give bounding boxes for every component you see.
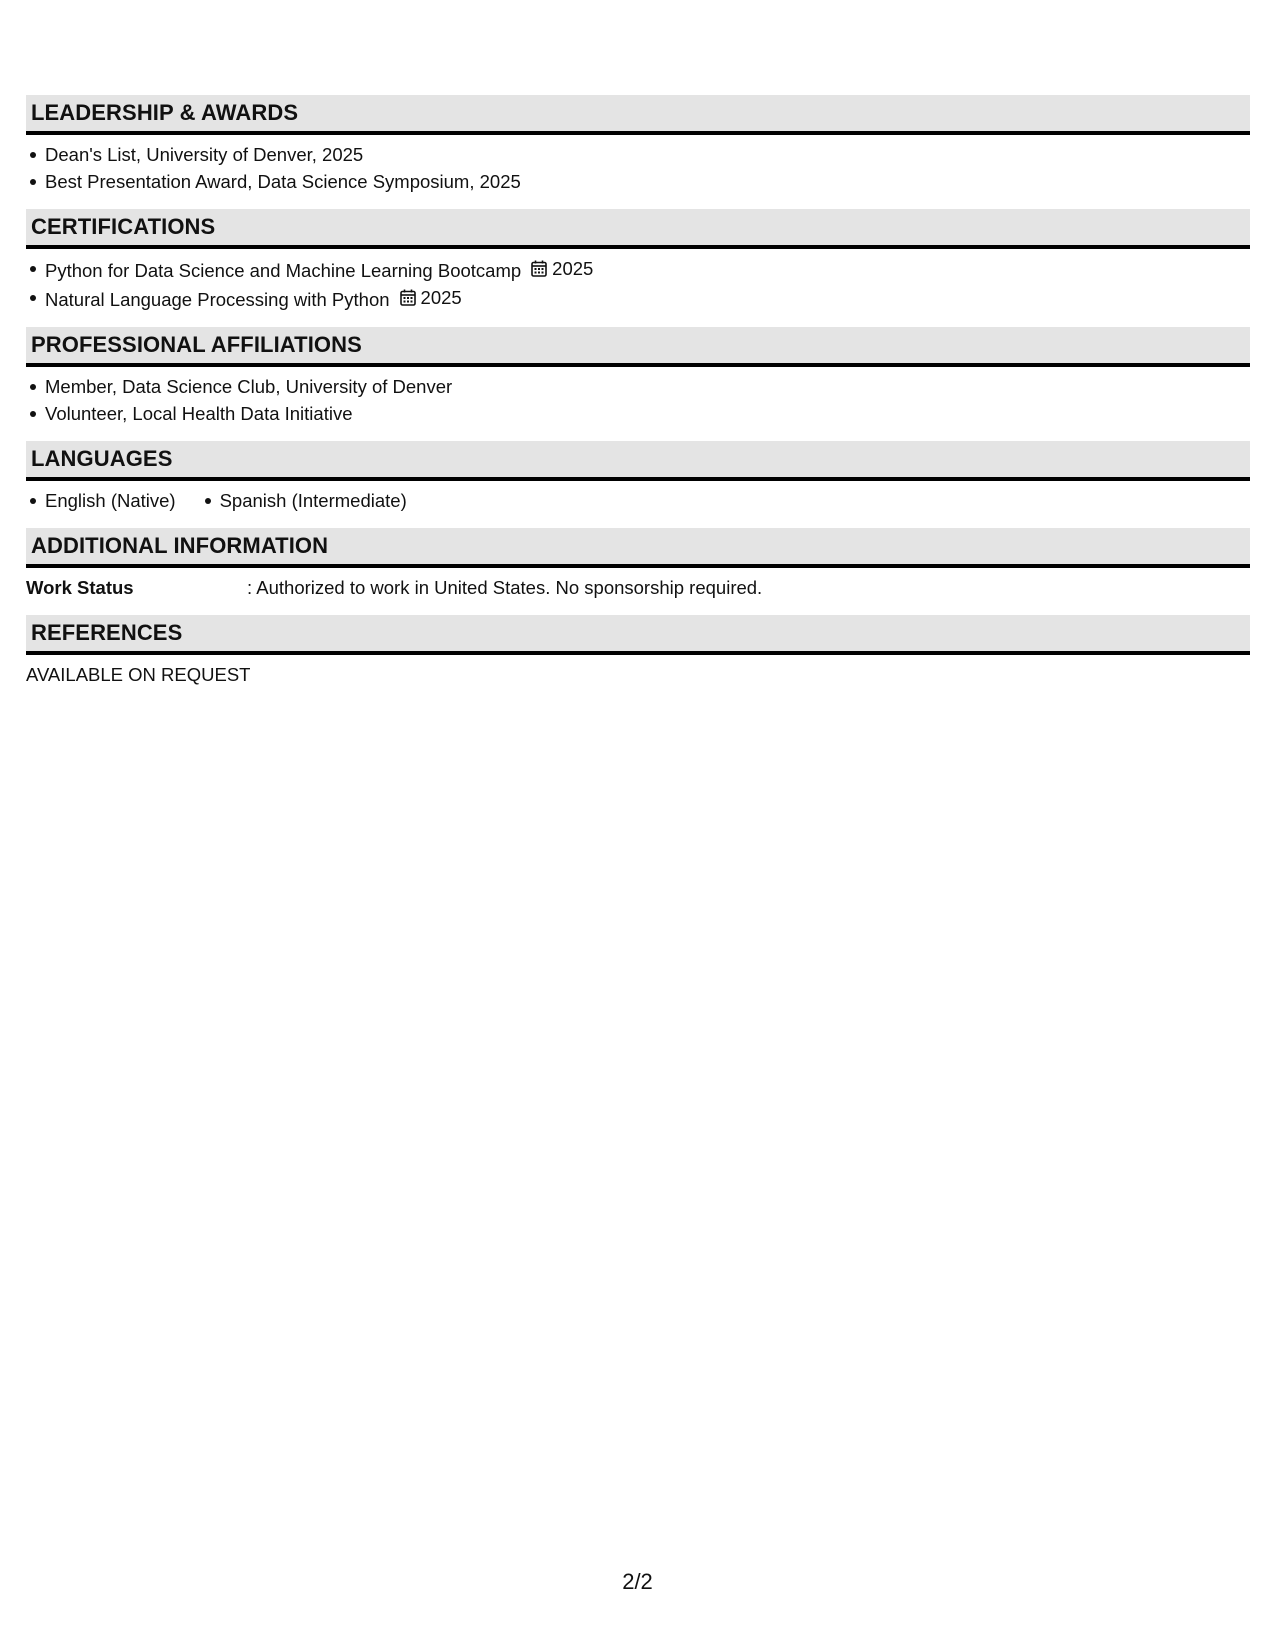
section-title: ADDITIONAL INFORMATION — [31, 533, 329, 558]
calendar-icon — [531, 260, 547, 277]
section-title: CERTIFICATIONS — [31, 214, 216, 239]
references-text: AVAILABLE ON REQUEST — [26, 664, 251, 685]
awards-list — [26, 141, 1250, 195]
certification-name: Python for Data Science and Machine Learning Bootcamp — [45, 260, 522, 281]
page-number: 2/2 — [622, 1569, 653, 1594]
info-value: : Authorized to work in United States. No sponsorship required. — [247, 577, 763, 598]
info-row-work-status — [26, 574, 1250, 601]
list-item: Member, Data Science Club, University of Denver — [45, 373, 1250, 400]
section-header — [26, 327, 1250, 367]
section-body — [26, 568, 1250, 615]
section-languages — [26, 441, 1250, 528]
section-body — [26, 655, 1250, 702]
certifications-list — [26, 255, 1250, 313]
list-item — [45, 284, 1250, 313]
certification-date — [400, 284, 462, 311]
calendar-icon — [400, 289, 416, 306]
section-body — [26, 135, 1250, 209]
certification-year: 2025 — [552, 258, 594, 279]
section-body — [26, 367, 1250, 441]
list-item: English (Native) — [45, 487, 176, 514]
certification-date — [531, 255, 593, 282]
section-header — [26, 615, 1250, 655]
section-header — [26, 441, 1250, 481]
section-references — [26, 615, 1250, 702]
info-label: Work Status — [26, 577, 134, 598]
section-title: LEADERSHIP & AWARDS — [31, 100, 299, 125]
certification-name: Natural Language Processing with Python — [45, 289, 390, 310]
list-item: Spanish (Intermediate) — [220, 487, 407, 514]
section-title: REFERENCES — [31, 620, 183, 645]
list-item: Volunteer, Local Health Data Initiative — [45, 400, 1250, 427]
section-header — [26, 209, 1250, 249]
section-certifications — [26, 209, 1250, 327]
section-leadership-awards — [26, 95, 1250, 209]
section-title: PROFESSIONAL AFFILIATIONS — [31, 332, 362, 357]
certification-year: 2025 — [420, 287, 462, 308]
list-item: Dean's List, University of Denver, 2025 — [45, 141, 1250, 168]
resume-page — [26, 95, 1250, 702]
affiliations-list — [26, 373, 1250, 427]
list-item — [45, 255, 1250, 284]
section-header — [26, 528, 1250, 568]
languages-list — [26, 487, 1250, 514]
section-title: LANGUAGES — [31, 446, 173, 471]
section-additional-information — [26, 528, 1250, 615]
section-body — [26, 481, 1250, 528]
section-header — [26, 95, 1250, 135]
list-item: Best Presentation Award, Data Science Symposium, 2025 — [45, 168, 1250, 195]
section-body — [26, 249, 1250, 327]
section-professional-affiliations — [26, 327, 1250, 441]
